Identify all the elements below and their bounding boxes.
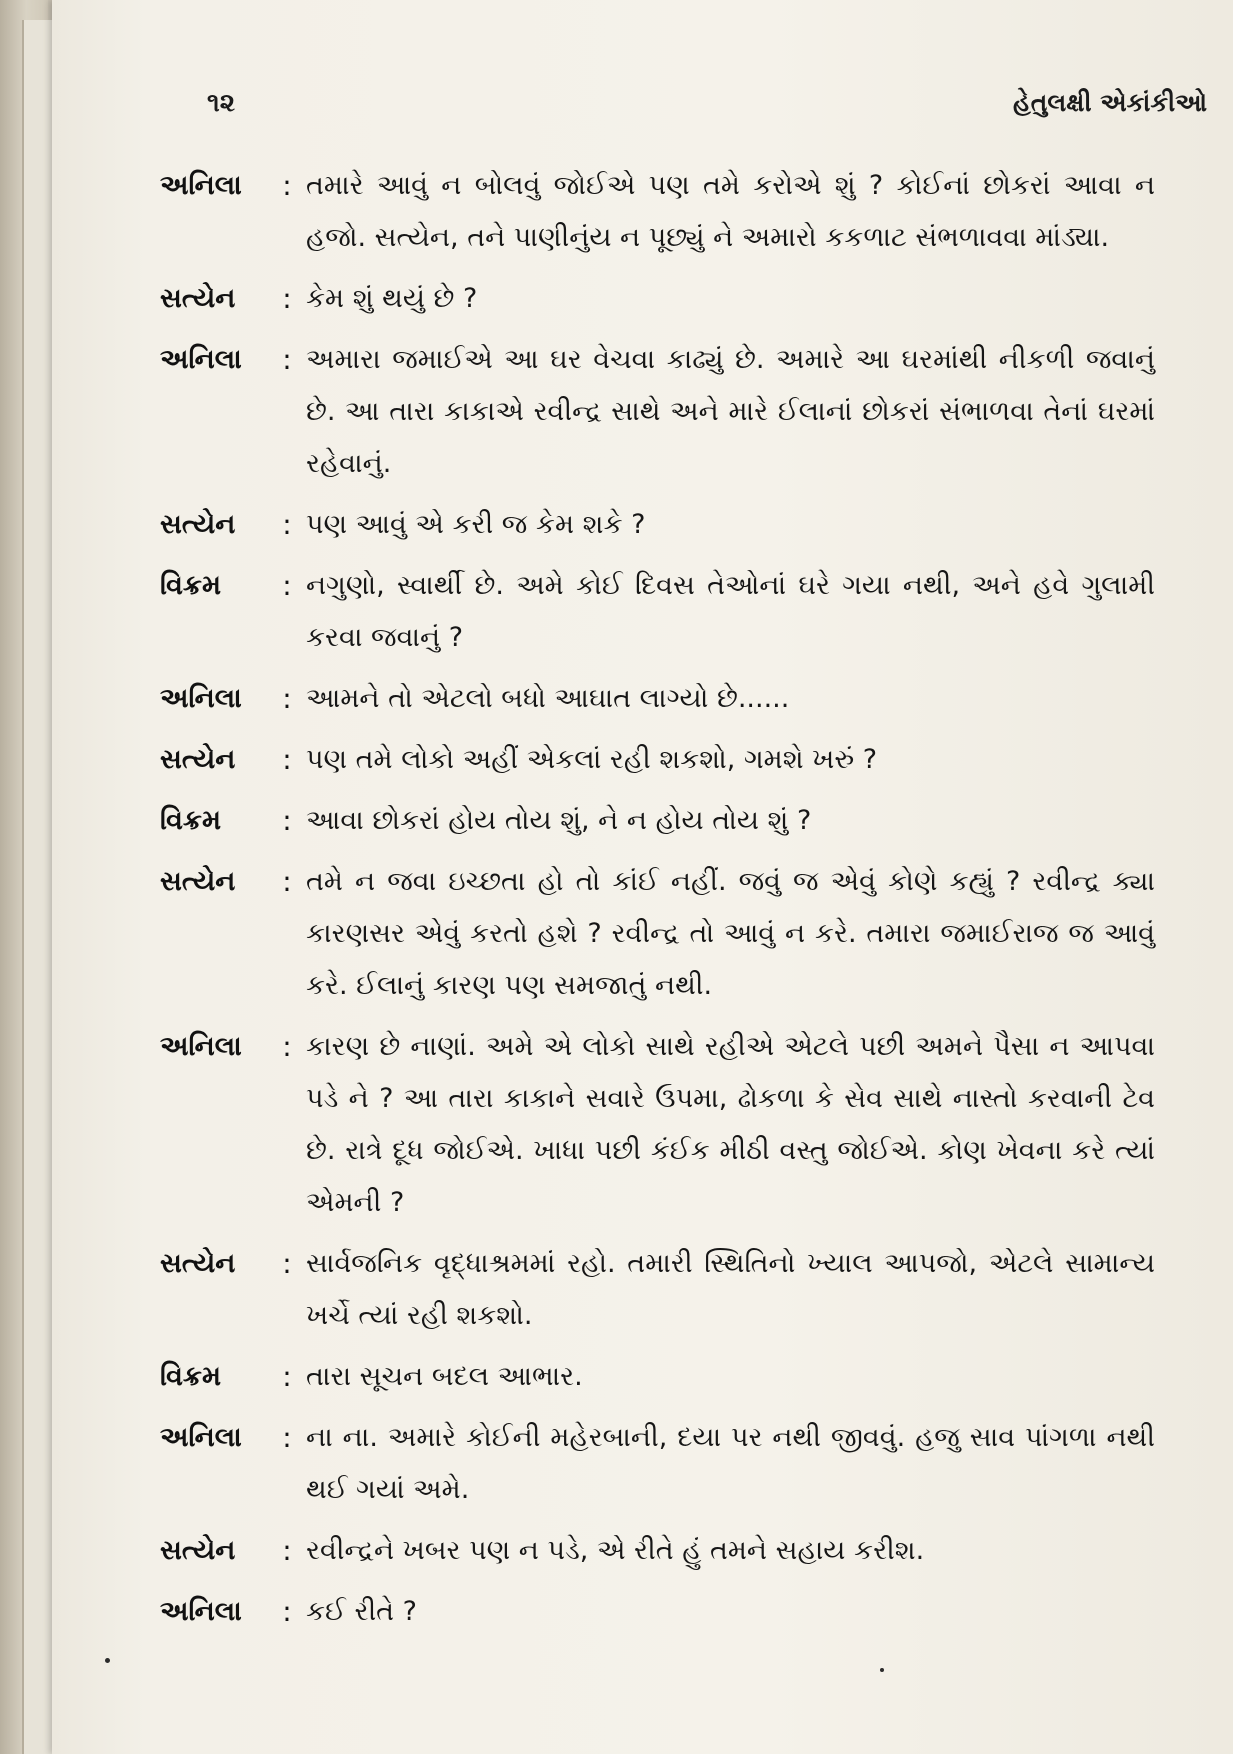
- dialogue-text: નગુણો, સ્વાર્થી છે. અમે કોઈ દિવસ તેઓનાં ઘરે ગયા નથી, અને હવે ગુલામી કરવા જવાનું ?: [306, 570, 1155, 653]
- speaker-colon: :: [282, 804, 292, 837]
- speaker-name: અનિલા: [160, 344, 242, 375]
- dialogue-text: તમારે આવું ન બોલવું જોઈએ પણ તમે કરોએ શું ? કોઈનાં છોકરાં આવા ન હજો. સત્યેન, તને પાણીનુંય ન પૂછ્યું ને અમારો કકળાટ સંભળાવવા માંડ્યા.: [306, 170, 1155, 253]
- speaker-name: અનિલા: [160, 1596, 242, 1627]
- dialogue-entry: [160, 795, 1155, 847]
- dialogue-entry: [160, 1021, 1155, 1229]
- dialogue-text: કારણ છે નાણાં. અમે એ લોકો સાથે રહીએ એટલે પછી અમને પૈસા ન આપવા પડે ને ? આ તારા કાકાને સવારે ઉપમા, ઢોકળા કે સેવ સાથે નાસ્તો કરવાની ટેવ છે. રાત્રે દૂધ જોઈએ. ખાધા પછી કંઈક મીઠી વસ્તુ જોઈએ. કોણ ખેવના કરે ત્યાં એમની ?: [306, 1031, 1155, 1218]
- dialogue-text: તમે ન જવા ઇચ્છતા હો તો કાંઈ નહીં. જવું જ એવું કોણે કહ્યું ? રવીન્દ્ર ક્યા કારણસર એવું કરતો હશે ? રવીન્દ્ર તો આવું ન કરે. તમારા જમાઈરાજ જ આવું કરે. ઈલાનું કારણ પણ સમજાતું નથી.: [306, 866, 1155, 1001]
- speaker-colon: :: [282, 569, 292, 602]
- dialogue-text: આવા છોકરાં હોય તોય શું, ને ન હોય તોય શું ?: [306, 805, 812, 836]
- dialogue-text: તારા સૂચન બદલ આભાર.: [306, 1361, 583, 1392]
- dialogue-entry: [160, 1351, 1155, 1403]
- speaker-colon: :: [282, 1360, 292, 1393]
- dialogue-entry: [160, 1238, 1155, 1342]
- dialogue-text: કઈ રીતે ?: [306, 1596, 417, 1627]
- speaker-name: અનિલા: [160, 1031, 242, 1062]
- dialogue-entry: [160, 273, 1155, 325]
- dialogue-entry: [160, 1412, 1155, 1516]
- speaker-name: સત્યેન: [160, 1248, 236, 1279]
- dialogue-text: આમને તો એટલો બધો આઘાત લાગ્યો છે......: [306, 683, 790, 714]
- speaker-name: અનિલા: [160, 683, 242, 714]
- speaker-name: અનિલા: [160, 1422, 242, 1453]
- dialogue-text: ના ના. અમારે કોઈની મહેરબાની, દયા પર નથી જીવવું. હજુ સાવ પાંગળા નથી થઈ ગયાં અમે.: [306, 1422, 1155, 1505]
- dialogue-entry: [160, 1586, 1155, 1638]
- dialogue-entry: [160, 673, 1155, 725]
- speaker-colon: :: [282, 1421, 292, 1454]
- page-header: [207, 88, 1207, 128]
- dialogue-text: કેમ શું થયું છે ?: [306, 283, 478, 314]
- speaker-colon: :: [282, 865, 292, 898]
- dialogue-body: [160, 160, 1155, 1647]
- dialogue-entry: [160, 856, 1155, 1012]
- running-book-title: હેતુલક્ષી એકાંકીઓ: [1012, 88, 1207, 117]
- speaker-colon: :: [282, 343, 292, 376]
- ink-speck: [105, 1658, 110, 1663]
- speaker-name: અનિલા: [160, 170, 242, 201]
- speaker-name: વિક્રમ: [160, 805, 222, 836]
- speaker-colon: :: [282, 1534, 292, 1567]
- speaker-name: સત્યેન: [160, 1535, 236, 1566]
- speaker-name: વિક્રમ: [160, 1361, 222, 1392]
- dialogue-text: સાર્વજનિક વૃદ્ધાશ્રમમાં રહો. તમારી સ્થિતિનો ખ્યાલ આપજો, એટલે સામાન્ય ખર્ચે ત્યાં રહી શકશો.: [306, 1248, 1155, 1331]
- dialogue-entry: [160, 160, 1155, 264]
- speaker-colon: :: [282, 169, 292, 202]
- speaker-colon: :: [282, 682, 292, 715]
- dialogue-entry: [160, 499, 1155, 551]
- speaker-colon: :: [282, 282, 292, 315]
- speaker-colon: :: [282, 1595, 292, 1628]
- speaker-colon: :: [282, 1030, 292, 1063]
- speaker-name: સત્યેન: [160, 744, 236, 775]
- speaker-name: સત્યેન: [160, 509, 236, 540]
- speaker-name: વિક્રમ: [160, 570, 222, 601]
- speaker-colon: :: [282, 1247, 292, 1280]
- page-number: ૧૨: [207, 88, 236, 118]
- dialogue-entry: [160, 1525, 1155, 1577]
- dialogue-text: પણ આવું એ કરી જ કેમ શકે ?: [306, 509, 646, 540]
- dialogue-entry: [160, 734, 1155, 786]
- dialogue-entry: [160, 560, 1155, 664]
- speaker-colon: :: [282, 508, 292, 541]
- dialogue-text: અમારા જમાઈએ આ ઘર વેચવા કાઢ્યું છે. અમારે આ ઘરમાંથી નીકળી જવાનું છે. આ તારા કાકાએ રવીન્દ્ર સાથે અને મારે ઈલાનાં છોકરાં સંભાળવા તેનાં ઘરમાં રહેવાનું.: [306, 344, 1155, 479]
- speaker-name: સત્યેન: [160, 866, 236, 897]
- dialogue-text: રવીન્દ્રને ખબર પણ ન પડે, એ રીતે હું તમને સહાય કરીશ.: [306, 1535, 925, 1566]
- ink-speck: [880, 1668, 884, 1672]
- dialogue-text: પણ તમે લોકો અહીં એકલાં રહી શકશો, ગમશે ખરું ?: [306, 744, 878, 775]
- dialogue-entry: [160, 334, 1155, 490]
- speaker-name: સત્યેન: [160, 283, 236, 314]
- speaker-colon: :: [282, 743, 292, 776]
